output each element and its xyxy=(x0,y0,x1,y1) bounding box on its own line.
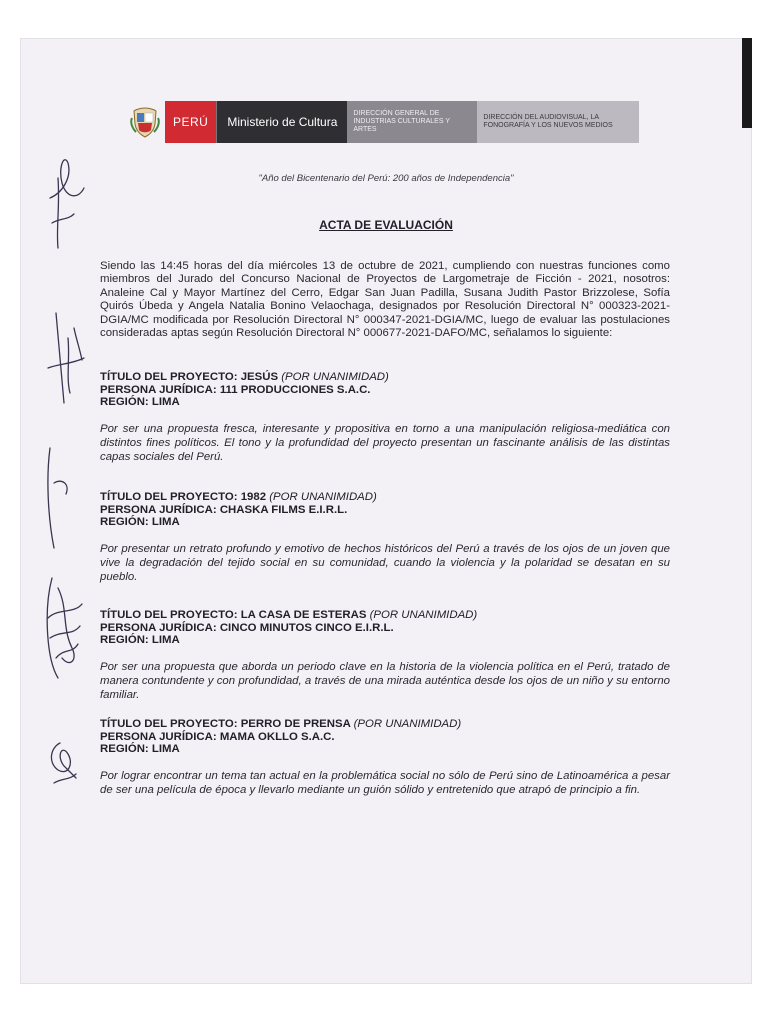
legal-entity: PERSONA JURÍDICA: MAMA OKLLO S.A.C. xyxy=(100,730,335,743)
project-title: TÍTULO DEL PROYECTO: 1982 xyxy=(100,491,267,503)
unanimity-note: (POR UNANIMIDAD) xyxy=(281,371,389,383)
ministry-label: Ministerio de Cultura xyxy=(216,101,347,143)
region: REGIÓN: LIMA xyxy=(100,634,180,647)
signature-1 xyxy=(50,160,84,248)
margin-signatures xyxy=(28,138,98,818)
signature-4 xyxy=(47,578,82,678)
project-title: TÍTULO DEL PROYECTO: PERRO DE PRENSA xyxy=(100,718,351,730)
general-direction-label: DIRECCIÓN GENERAL DE INDUSTRIAS CULTURALES Y ARTES xyxy=(347,101,477,143)
signature-3 xyxy=(48,448,67,548)
unanimity-note: (POR UNANIMIDAD) xyxy=(269,491,377,503)
document-title: ACTA DE EVALUACIÓN xyxy=(319,218,453,232)
project-block xyxy=(100,491,670,584)
legal-entity: PERSONA JURÍDICA: CHASKA FILMS E.I.R.L. xyxy=(100,503,348,516)
unanimity-note: (POR UNANIMIDAD) xyxy=(369,609,478,621)
project-block xyxy=(100,609,670,702)
year-motto: "Año del Bicentenario del Perú: 200 años de Independencia" xyxy=(258,173,514,184)
audiovisual-direction-label: DIRECCIÓN DEL AUDIOVISUAL, LA FONOGRAFÍA Y LOS NUEVOS MEDIOS xyxy=(477,101,639,143)
coat-of-arms-icon xyxy=(125,101,165,143)
project-reason: Por ser una propuesta fresca, interesante y propositiva en torno a una manipulación religiosa-mediática con distintos fines políticos. El tono y la profundidad del proyecto presentan un fascinante análisis de las distintas capas sociales del Perú. xyxy=(100,422,670,463)
project-title-line xyxy=(100,371,670,384)
peru-label: PERÚ xyxy=(165,101,216,143)
project-block xyxy=(100,371,670,464)
scan-edge xyxy=(742,38,752,128)
unanimity-note: (POR UNANIMIDAD) xyxy=(353,718,462,730)
project-title-line xyxy=(100,609,670,622)
legal-entity: PERSONA JURÍDICA: CINCO MINUTOS CINCO E.I.R.L. xyxy=(100,621,394,634)
region: REGIÓN: LIMA xyxy=(100,396,180,409)
project-block xyxy=(100,718,670,797)
region: REGIÓN: LIMA xyxy=(100,516,180,529)
intro-paragraph: Siendo las 14:45 horas del día miércoles 13 de octubre de 2021, cumpliendo con nuestras funciones como miembros del Jurado del Concurso Nacional de Proyectos de Largometraje de Ficción - 2021, nosotros: Analeine Cal y Mayor Martínez del Cerro, Edgar San Juan Padilla, Susana Judith Pastor Brizzolese, Sofía Quirós Úbeda y Angela Natalia Bonino Velaochaga, designados por Resolución Directoral N° 000323-2021-DGIA/MC modificada por Resolución Directoral N° 000347-2021-DGIA/MC, luego de evaluar las postulaciones consideradas aptas según Resolución Directoral N° 000677-2021-DAFO/MC, señalamos lo siguiente: xyxy=(100,260,670,340)
legal-entity: PERSONA JURÍDICA: 111 PRODUCCIONES S.A.C. xyxy=(100,383,371,396)
ministry-header-banner xyxy=(125,101,639,143)
project-title: TÍTULO DEL PROYECTO: JESÚS xyxy=(100,371,279,383)
signature-2 xyxy=(48,313,84,403)
document-page xyxy=(20,38,752,984)
project-reason: Por presentar un retrato profundo y emotivo de hechos históricos del Perú a través de los ojos de un joven que vive la degradación del tejido social en su comunidad, cuando la violencia y la polaridad se desatan en su pueblo. xyxy=(100,542,670,583)
project-reason: Por ser una propuesta que aborda un periodo clave en la historia de la violencia política en el Perú, tratado de manera contundente y con profundidad, a través de una mirada auténtica desde los ojos de un niño y su entorno familiar. xyxy=(100,660,670,701)
signature-5 xyxy=(51,743,76,783)
region: REGIÓN: LIMA xyxy=(100,743,180,756)
project-title-line xyxy=(100,491,670,504)
project-reason: Por lograr encontrar un tema tan actual en la problemática social no sólo de Perú sino de Latinoamérica a pesar de ser una película de época y llevarlo mediante un guión sólido y entretenido que atrapó de principio a fin. xyxy=(100,769,670,796)
project-title-line xyxy=(100,718,670,731)
project-title: TÍTULO DEL PROYECTO: LA CASA DE ESTERAS xyxy=(100,609,367,621)
